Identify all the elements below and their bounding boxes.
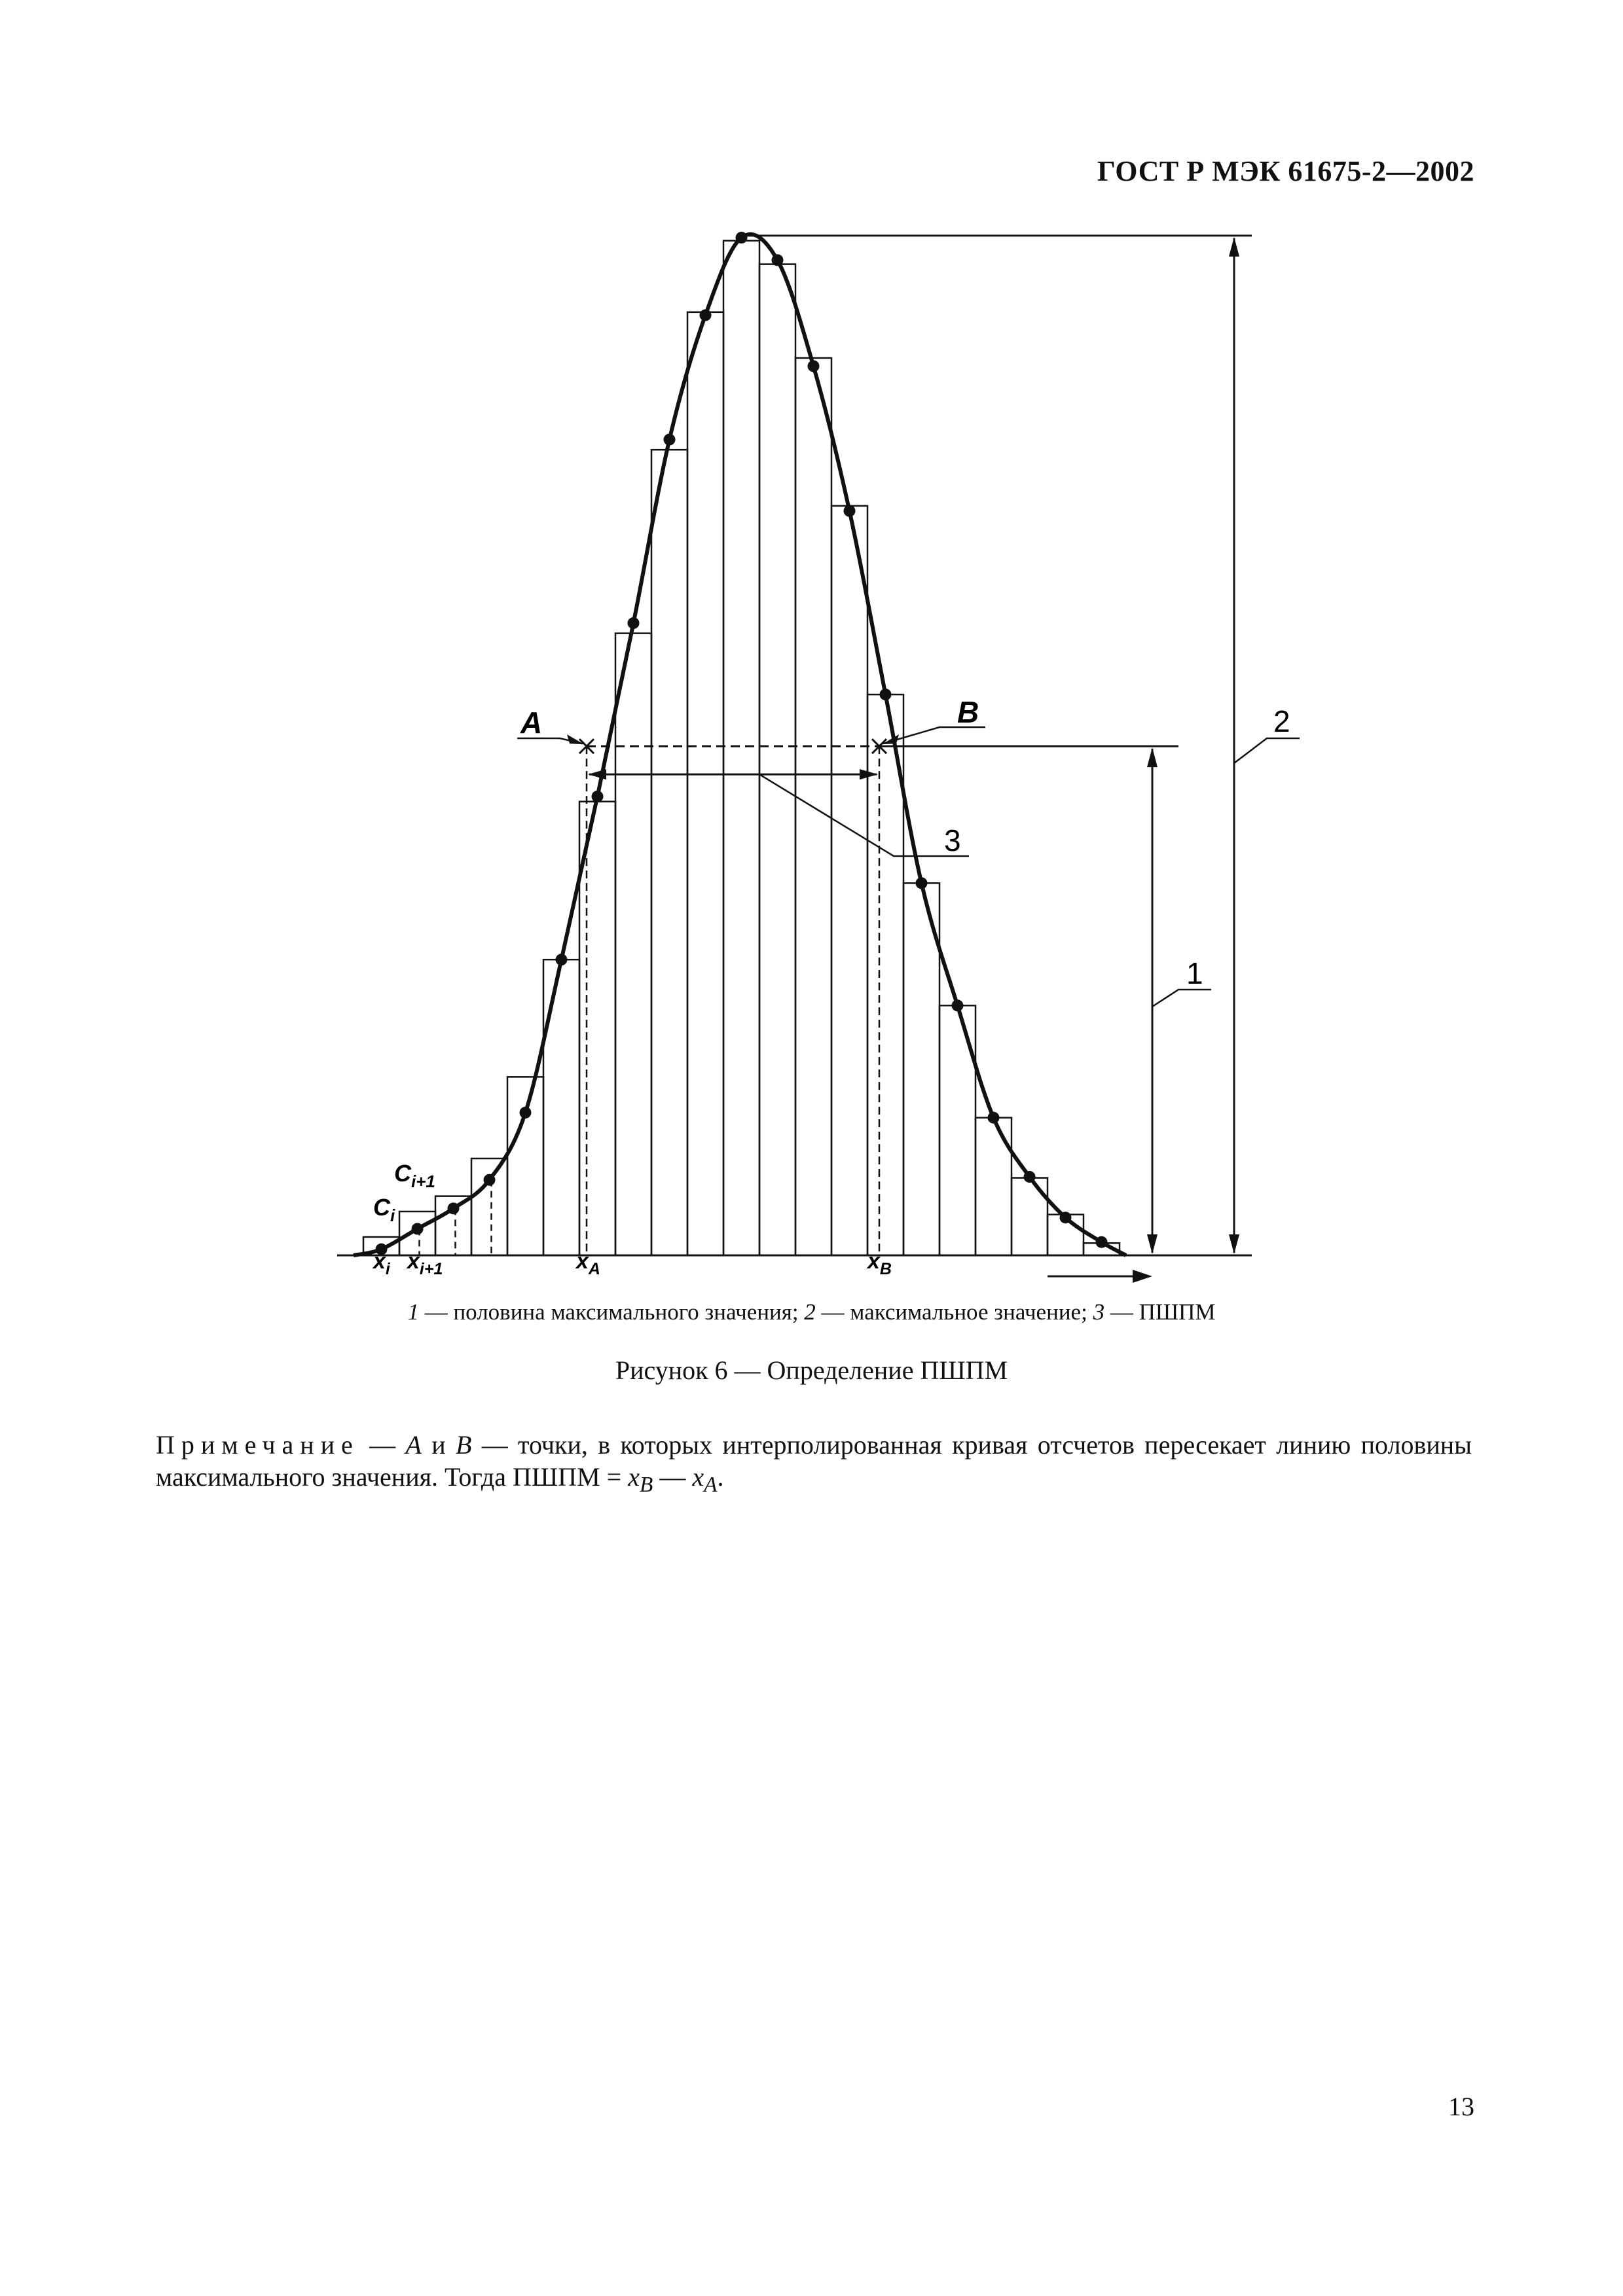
histogram-bar [471, 1158, 507, 1255]
label-x-i1: $x_{i+1}$ [407, 1249, 443, 1278]
interpolated-curve [354, 234, 1126, 1255]
sample-point [772, 254, 784, 266]
sample-point [1024, 1171, 1036, 1183]
document-header: ГОСТ Р МЭК 61675-2—2002 [1097, 155, 1474, 187]
max-arrow-top [1229, 237, 1239, 257]
sample-point [700, 310, 712, 321]
histogram-bar [759, 264, 795, 1255]
label-x-a: $x_A$ [576, 1249, 600, 1278]
sample-point [628, 617, 640, 629]
label-c-i1: $C_{i+1}$ [394, 1160, 435, 1191]
point-label-a: A [520, 706, 543, 740]
histogram-bar [615, 634, 651, 1255]
callout-3: 3 [944, 823, 961, 857]
half-arrow-top [1147, 747, 1158, 767]
histogram-bar [867, 694, 903, 1255]
figure-caption: Рисунок 6 — Определение ПШПМ [615, 1355, 1008, 1385]
histogram-bar [976, 1118, 1012, 1255]
sample-point [592, 791, 604, 802]
sample-point [412, 1223, 424, 1234]
sample-point [1060, 1211, 1072, 1223]
sample-point [484, 1174, 496, 1186]
histogram-bar [831, 506, 867, 1255]
histogram-bar [579, 802, 615, 1255]
page-number: 13 [1448, 2092, 1474, 2121]
histogram-bar [903, 883, 939, 1255]
callout-3-leader [759, 774, 969, 856]
sample-point [1096, 1236, 1108, 1248]
label-x-b: $x_B$ [867, 1249, 892, 1278]
sample-point [844, 505, 856, 517]
histogram-bar [543, 960, 579, 1255]
sample-point [448, 1202, 460, 1214]
figure-legend: 1 — половина максимального значения; 2 — максимальное значение; 3 — ПШПМ [407, 1299, 1216, 1325]
label-x-i: $x_i$ [373, 1249, 390, 1278]
dimension-lines [337, 236, 1300, 1283]
callout-2: 2 [1273, 704, 1290, 738]
histogram-bar [651, 450, 687, 1255]
fwhm-arrow-right [860, 769, 878, 780]
histogram-bar [687, 312, 723, 1255]
histogram-bar [507, 1077, 543, 1255]
histogram-bar [723, 241, 759, 1255]
sample-point [664, 434, 676, 446]
sample-point [808, 360, 820, 372]
point-a-arrow [567, 734, 584, 744]
sample-point [952, 999, 964, 1011]
callout-1: 1 [1186, 956, 1203, 990]
half-arrow-bottom [1147, 1234, 1158, 1254]
sample-point [988, 1112, 1000, 1124]
sample-point [916, 877, 928, 889]
label-c-i: $C_i$ [373, 1194, 395, 1225]
sample-point [556, 954, 568, 965]
max-arrow-bottom [1229, 1234, 1239, 1254]
callout-2-leader [1234, 738, 1300, 763]
note-paragraph: Примечание — A и B — точки, в которых интерполированная кривая отсчетов пересекает линию половины максимального значения. Тогда ПШПМ = $x_B$ — $x_A$. [156, 1430, 1472, 1497]
sample-point [736, 232, 748, 243]
sample-points [376, 232, 1108, 1255]
sample-point [880, 689, 892, 700]
axis-arrow-head [1133, 1270, 1152, 1283]
histogram-bars [363, 241, 1120, 1255]
histogram-bar [1012, 1178, 1048, 1255]
callout-1-leader [1152, 990, 1211, 1007]
point-label-b: B [957, 695, 979, 729]
sample-point [520, 1107, 532, 1119]
